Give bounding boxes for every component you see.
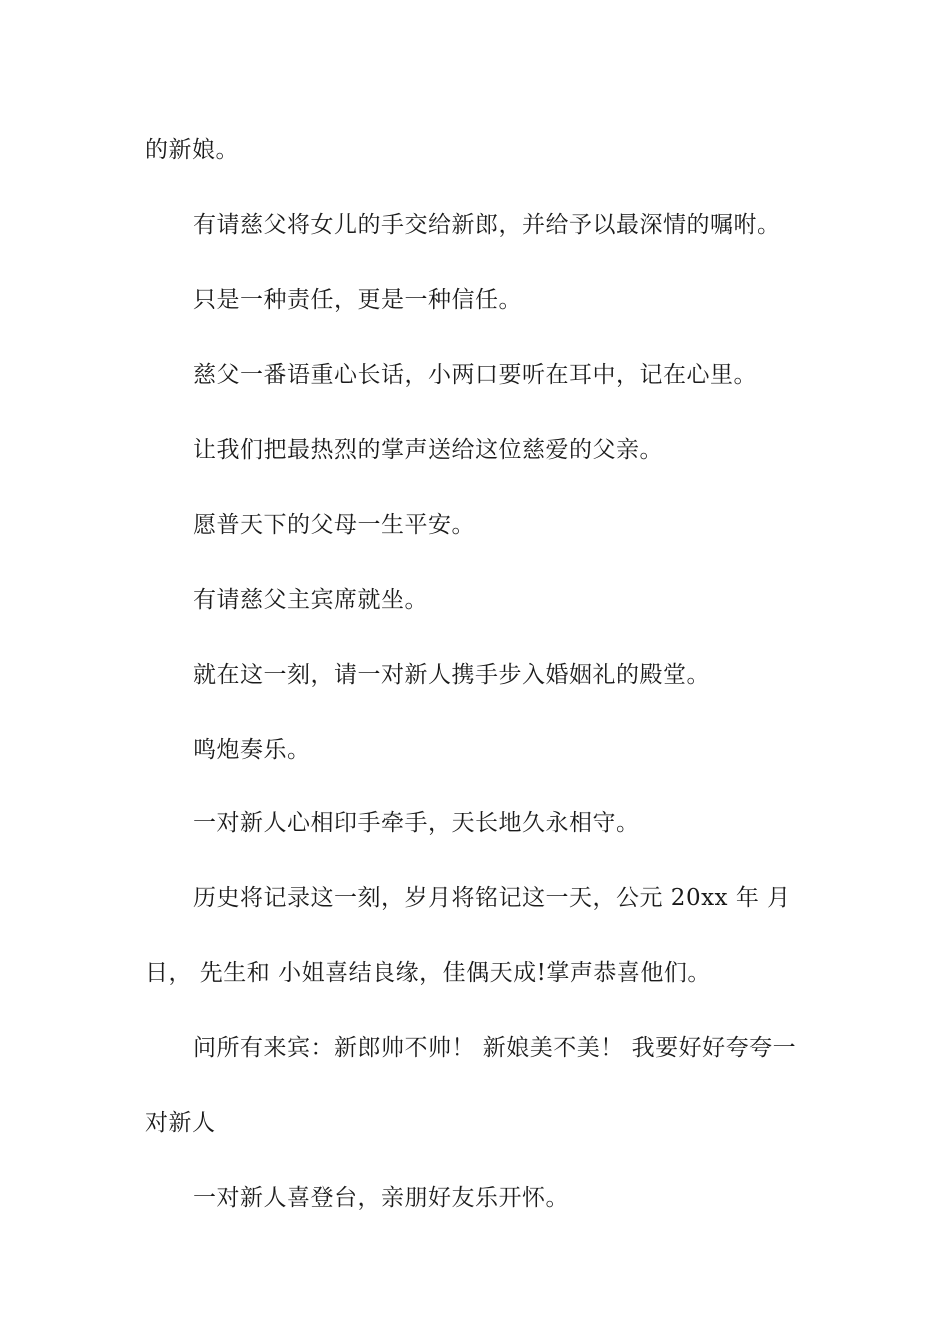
text-line: 日， 先生和 小姐喜结良缘，佳偶天成!掌声恭喜他们。 [145, 960, 711, 986]
text-line: 鸣炮奏乐。 [193, 737, 311, 763]
text-line: 对新人 [145, 1110, 216, 1136]
text-line: 慈父一番语重心长话，小两口要听在耳中，记在心里。 [193, 362, 757, 388]
text-line: 一对新人喜登台，亲朋好友乐开怀。 [193, 1185, 569, 1211]
text-line: 有请慈父将女儿的手交给新郎，并给予以最深情的嘱咐。 [193, 212, 781, 238]
text-line: 一对新人心相印手牵手，天长地久永相守。 [193, 810, 640, 836]
text-line: 愿普天下的父母一生平安。 [193, 512, 475, 538]
text-line: 历史将记录这一刻，岁月将铭记这一天，公元 20xx 年 月 [193, 885, 791, 911]
text-line: 有请慈父主宾席就坐。 [193, 587, 428, 613]
text-line: 问所有来宾：新郎帅不帅！ 新娘美不美！ 我要好好夸夸一 [193, 1035, 797, 1061]
text-line: 让我们把最热烈的掌声送给这位慈爱的父亲。 [193, 437, 663, 463]
text-line: 的新娘。 [145, 137, 239, 163]
text-line: 就在这一刻，请一对新人携手步入婚姻礼的殿堂。 [193, 662, 710, 688]
text-line: 只是一种责任，更是一种信任。 [193, 287, 522, 313]
